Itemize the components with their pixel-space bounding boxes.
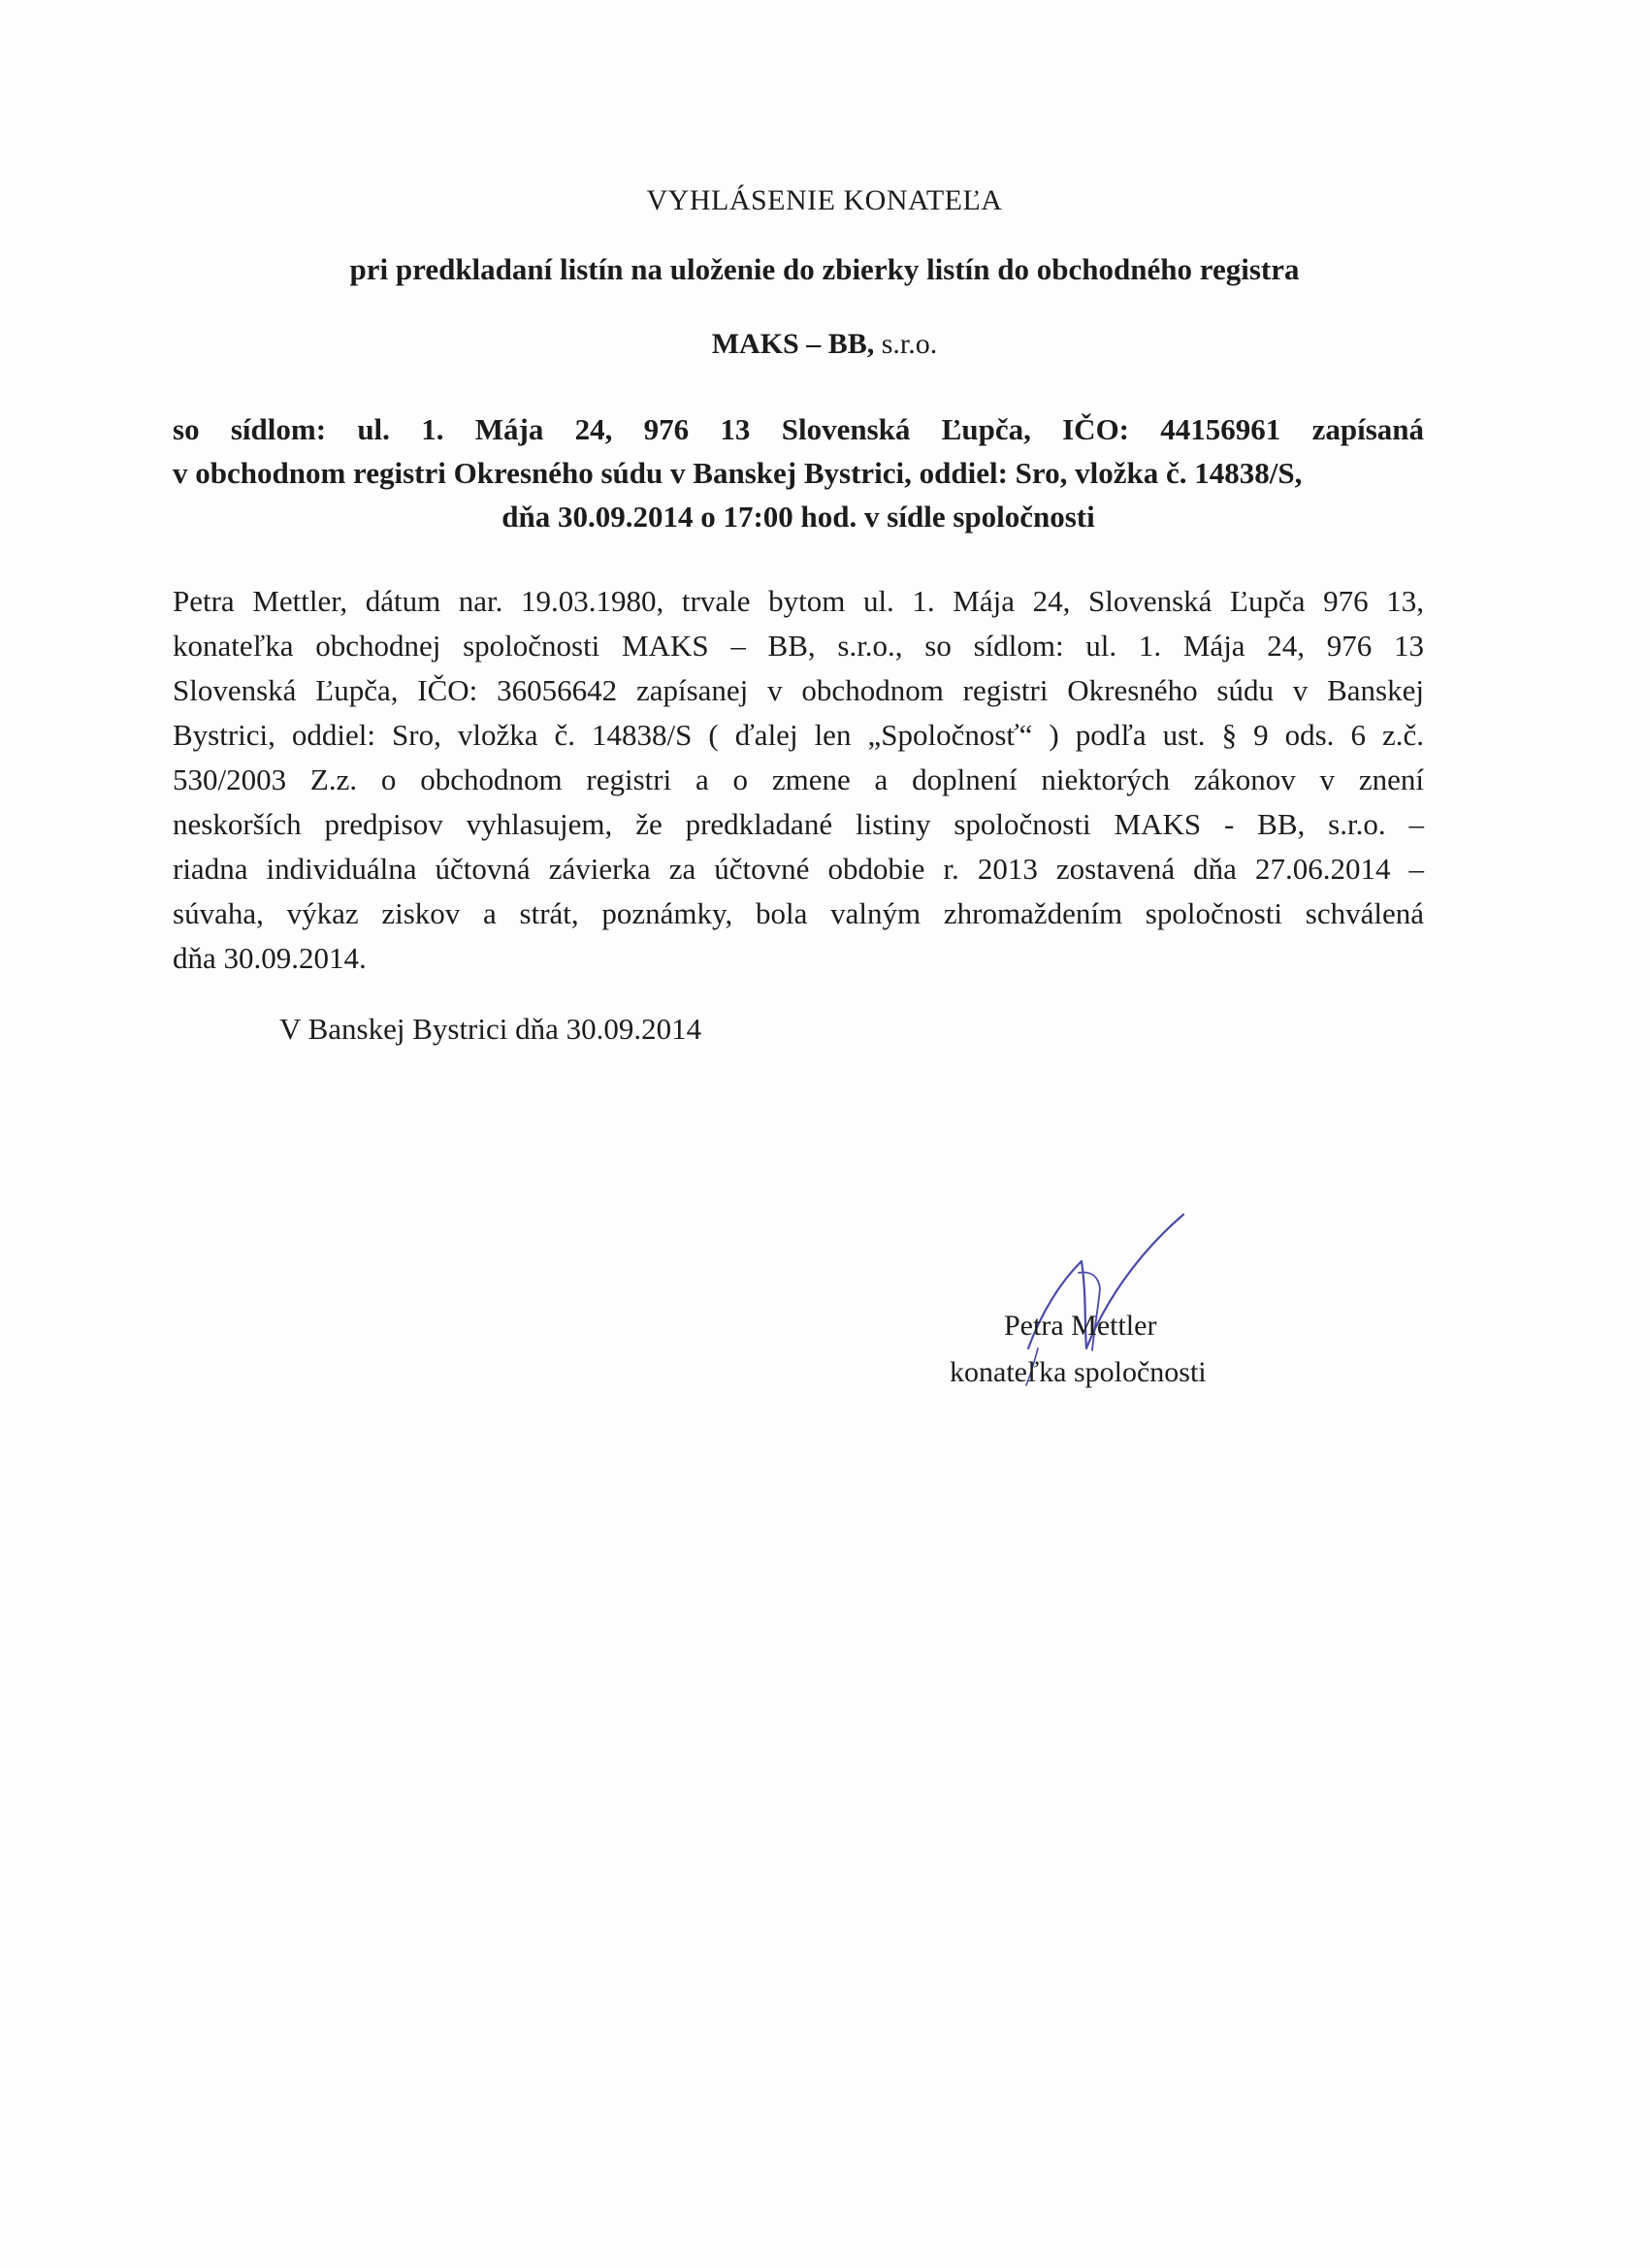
body-line: Petra Mettler, dátum nar. 19.03.1980, trvale bytom ul. 1. Mája 24, Slovenská Ľupča 976 13,: [173, 584, 1424, 618]
body-line: dňa 30.09.2014.: [173, 941, 367, 975]
place-and-date: V Banskej Bystrici dňa 30.09.2014: [279, 1012, 702, 1046]
signer-name: Petra Mettler: [1004, 1310, 1157, 1342]
body-line: Bystrici, oddiel: Sro, vložka č. 14838/S ( ďalej len „Spoločnosť“ ) podľa ust. § 9 ods. 6 z.č.: [173, 718, 1424, 752]
company-seat-block: [173, 407, 1424, 538]
seat-line: dňa 30.09.2014 o 17:00 hod. v sídle spoločnosti: [501, 500, 1095, 534]
body-line: Slovenská Ľupča, IČO: 36056642 zapísanej v obchodnom registri Okresného súdu v Banskej: [173, 673, 1424, 707]
document-subtitle: pri predkladaní listín na uloženie do zbierky listín do obchodného registra: [349, 252, 1300, 286]
body-line: riadna individuálna účtovná závierka za účtovné obdobie r. 2013 zostavená dňa 27.06.2014 –: [173, 852, 1424, 886]
body-line: súvaha, výkaz ziskov a strát, poznámky, bola valným zhromaždením spoločnosti schválená: [173, 896, 1424, 930]
declaration-body: [173, 579, 1424, 981]
body-line: neskorších predpisov vyhlasujem, že predkladané listiny spoločnosti MAKS - BB, s.r.o. –: [173, 807, 1424, 841]
company-name: MAKS – BB,: [711, 328, 875, 360]
body-line: 530/2003 Z.z. o obchodnom registri a o zmene a doplnení niektorých zákonov v znení: [173, 762, 1424, 796]
signer-role: konateľka spoločnosti: [950, 1356, 1207, 1388]
company-form: s.r.o.: [881, 328, 938, 360]
document-title: VYHLÁSENIE KONATEĽA: [646, 184, 1003, 216]
company-heading: [0, 328, 1649, 361]
body-line: konateľka obchodnej spoločnosti MAKS – BB, s.r.o., so sídlom: ul. 1. Mája 24, 976 13: [173, 629, 1424, 663]
seat-line: so sídlom: ul. 1. Mája 24, 976 13 Slovenská Ľupča, IČO: 44156961 zapísaná: [173, 412, 1424, 446]
seat-line: v obchodnom registri Okresného súdu v Banskej Bystrici, oddiel: Sro, vložka č. 14838/S,: [173, 456, 1303, 490]
